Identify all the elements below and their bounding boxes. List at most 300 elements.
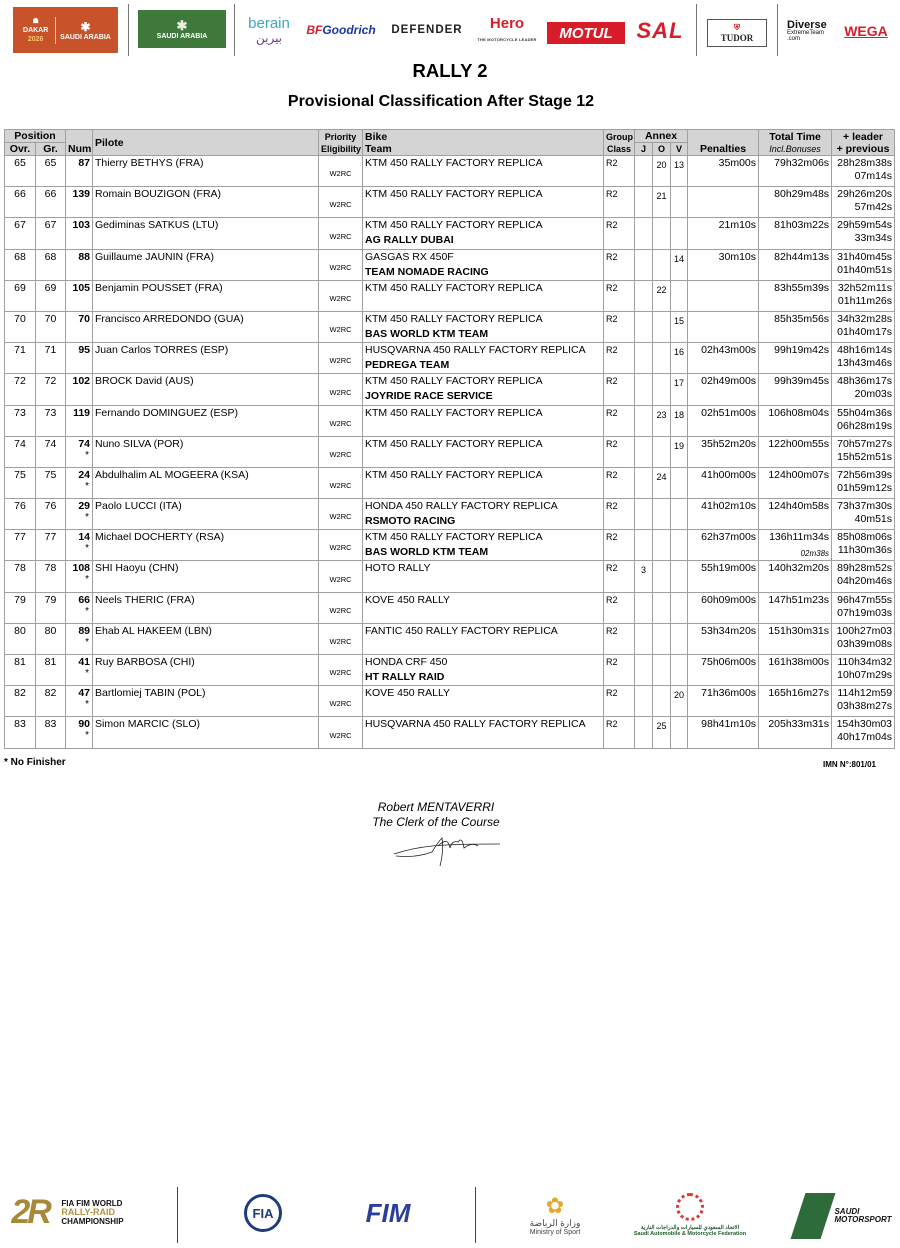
annex-v [671,530,688,561]
total-time: 82h44m13s [759,249,832,280]
annex-o: 20 [653,156,671,187]
annex-j [635,218,653,249]
imn-reference: IMN N°:801/01 [823,760,876,769]
gaps [832,717,895,748]
gaps [832,280,895,311]
group-class: R2 [604,592,635,623]
gap-previous: 01h11m26s [837,294,893,307]
divider [234,4,235,56]
race-number: 105 [66,280,93,311]
saudi-arabia-logo: ✱ SAUDI ARABIA [138,10,226,48]
penalties: 55h19m00s [688,561,759,592]
penalties: 02h49m00s [688,374,759,405]
gap-leader: 48h36m17s [837,375,893,388]
penalties: 62h37m00s [688,530,759,561]
total-time: 147h51m23s [759,592,832,623]
race-number: 89 * [66,623,93,654]
header-position: Position [5,130,66,143]
gap-previous: 13h43m46s [837,357,893,370]
group-position: 69 [36,280,66,311]
pilot-name: Gediminas SATKUS (LTU) [93,218,319,249]
race-number: 66 * [66,592,93,623]
bonus-time: 02m38s [800,549,830,559]
annex-v [671,717,688,748]
gaps [832,249,895,280]
divider [696,4,697,56]
annex-v [671,655,688,686]
overall-position: 68 [5,249,36,280]
gap-previous: 10h07m29s [837,669,893,681]
table-row [5,436,895,467]
group-class: R2 [604,343,635,374]
table-row [5,249,895,280]
annex-v [671,187,688,218]
bike-model: KTM 450 RALLY FACTORY REPLICA [365,531,543,544]
gap-leader: 29h59m54s [837,219,893,232]
gap-leader: 72h56m39s [837,468,893,481]
header-ovr: Ovr. [5,143,36,156]
penalties: 02h43m00s [688,343,759,374]
table-row [5,623,895,654]
dakar-rider-icon: ☗ [32,17,39,25]
total-time: 124h00m07s [759,467,832,498]
annex-j [635,655,653,686]
no-finisher-mark: * [85,449,90,461]
gap-previous: 03h38m27s [837,700,893,713]
bike-model: KTM 450 RALLY FACTORY REPLICA [365,468,543,481]
annex-j [635,686,653,717]
pilot-name: Juan Carlos TORRES (ESP) [93,343,319,374]
annex-o [653,592,671,623]
bike-team [363,499,604,530]
priority-eligibility: W2RC [319,530,363,561]
bike-model: HONDA 450 RALLY FACTORY REPLICA [365,500,558,513]
overall-position: 81 [5,655,36,686]
total-time: 151h30m31s [759,623,832,654]
bike-model: KTM 450 RALLY FACTORY REPLICA [365,157,543,169]
group-class: R2 [604,156,635,187]
overall-position: 73 [5,405,36,436]
gaps [832,655,895,686]
gap-leader: 34h32m28s [837,312,893,325]
diverse-logo: Diverse ExtremeTeam .com [787,18,827,42]
group-class: R2 [604,218,635,249]
gap-leader: 96h47m55s [837,593,893,606]
header-annex: Annex [635,130,688,143]
race-number: 139 [66,187,93,218]
bfgoodrich-logo: BF Goodrich [306,23,376,37]
pilot-name: Guillaume JAUNIN (FRA) [93,249,319,280]
priority-eligibility: W2RC [319,343,363,374]
annex-o [653,343,671,374]
sal-logo: SAL [636,18,684,43]
priority-eligibility: W2RC [319,249,363,280]
annex-o: 21 [653,187,671,218]
gaps [832,311,895,342]
annex-o: 25 [653,717,671,748]
bike-team [363,343,604,374]
pilot-name: SHI Haoyu (CHN) [93,561,319,592]
table-body [5,156,895,749]
bike-model: KOVE 450 RALLY [365,593,451,606]
bike-team [363,561,604,592]
pilot-name: Nuno SILVA (POR) [93,436,319,467]
table-row [5,592,895,623]
signatory-block [0,800,886,830]
bike-model: HUSQVARNA 450 RALLY FACTORY REPLICA [365,344,586,357]
annex-j [635,187,653,218]
total-time: 99h19m42s [759,343,832,374]
bike-team [363,592,604,623]
pilot-name: Fernando DOMINGUEZ (ESP) [93,405,319,436]
w2rc-logo: 2R FIA FIM WORLD RALLY-RAID CHAMPIONSHIP [11,1192,124,1231]
bike-model: HUSQVARNA 450 RALLY FACTORY REPLICA [365,718,586,731]
penalties: 21m10s [688,218,759,249]
annex-o [653,499,671,530]
priority-eligibility: W2RC [319,623,363,654]
total-time: 140h32m20s [759,561,832,592]
ministry-of-sport-logo: ✿ وزارة الرياضة Ministry of Sport [529,1193,581,1236]
annex-o [653,374,671,405]
annex-o [653,436,671,467]
header-annex-o: O [653,143,671,156]
no-finisher-mark: * [85,730,90,742]
priority-eligibility: W2RC [319,717,363,748]
gaps [832,374,895,405]
gap-previous: 15h52m51s [837,450,893,463]
annex-j [635,405,653,436]
priority-eligibility: W2RC [319,405,363,436]
bike-team [363,249,604,280]
group-position: 65 [36,156,66,187]
bike-model: KTM 450 RALLY FACTORY REPLICA [365,281,543,294]
palm-swords-icon: ✱ [80,19,91,34]
bike-model: KTM 450 RALLY FACTORY REPLICA [365,219,543,232]
penalties: 60h09m00s [688,592,759,623]
annex-v: 16 [671,343,688,374]
annex-o [653,530,671,561]
gaps [832,561,895,592]
table-row [5,280,895,311]
bike-team [363,311,604,342]
penalties [688,187,759,218]
penalties: 53h34m20s [688,623,759,654]
gap-previous: 04h20m46s [837,575,893,588]
priority-eligibility: W2RC [319,467,363,498]
group-position: 80 [36,623,66,654]
race-number: 74 * [66,436,93,467]
header-annex-v: V [671,143,688,156]
pilot-name: BROCK David (AUS) [93,374,319,405]
penalties: 41h02m10s [688,499,759,530]
group-position: 67 [36,218,66,249]
annex-o [653,218,671,249]
annex-j [635,249,653,280]
gap-previous: 06h28m19s [837,419,893,432]
total-time: 205h33m31s [759,717,832,748]
bike-model: KTM 450 RALLY FACTORY REPLICA [365,188,543,201]
race-number: 88 [66,249,93,280]
group-class: R2 [604,717,635,748]
no-finisher-mark: * [85,636,90,648]
no-finisher-mark: * [85,543,90,555]
team-name: TEAM NOMADE RACING [365,265,489,278]
bike-model: KTM 450 RALLY FACTORY REPLICA [365,375,543,388]
table-row [5,717,895,748]
divider [128,4,129,56]
annex-j: 3 [635,561,653,592]
header-total-time: Total Time Incl.Bonuses [759,130,832,156]
table-header-row [5,130,895,143]
motorsport-emblem-icon [791,1193,836,1239]
group-position: 83 [36,717,66,748]
penalties: 98h41m10s [688,717,759,748]
overall-position: 67 [5,218,36,249]
gap-leader: 100h27m03 [836,624,893,637]
hero-logo: Hero THE MOTORCYCLE LEADER [477,15,537,42]
bike-team [363,187,604,218]
overall-position: 72 [5,374,36,405]
table-row [5,530,895,561]
race-number: 24 * [66,467,93,498]
no-finisher-mark: * [85,574,90,586]
gap-leader: 114h12m59 [837,687,893,700]
gap-leader: 70h57m27s [837,437,893,450]
fim-logo: FIM [365,1197,411,1228]
annex-v: 19 [671,436,688,467]
annex-j [635,623,653,654]
group-position: 82 [36,686,66,717]
total-time: 99h39m45s [759,374,832,405]
header-annex-j: J [635,143,653,156]
priority-eligibility: W2RC [319,311,363,342]
penalties: 71h36m00s [688,686,759,717]
gap-previous: 20m03s [854,388,893,401]
pilot-name: Paolo LUCCI (ITA) [93,499,319,530]
pilot-name: Simon MARCIC (SLO) [93,717,319,748]
group-class: R2 [604,686,635,717]
group-position: 78 [36,561,66,592]
race-number: 87 [66,156,93,187]
classification-table [4,129,895,749]
bike-team [363,717,604,748]
bike-team [363,623,604,654]
gap-previous: 40m51s [854,513,893,526]
group-position: 75 [36,467,66,498]
pilot-name: Romain BOUZIGON (FRA) [93,187,319,218]
group-class: R2 [604,467,635,498]
samf-emblem-icon [676,1193,704,1221]
annex-j [635,280,653,311]
group-class: R2 [604,374,635,405]
annex-o: 23 [653,405,671,436]
total-time: 85h35m56s [759,311,832,342]
team-name: PEDREGA TEAM [365,359,450,372]
header-num: Num [66,130,93,156]
annex-v: 15 [671,311,688,342]
penalties: 35m00s [688,156,759,187]
annex-j [635,592,653,623]
race-number: 95 [66,343,93,374]
dakar-saudi-logo: ☗ DAKAR 2026 ✱ SAUDI ARABIA [13,7,118,53]
overall-position: 82 [5,686,36,717]
race-number: 102 [66,374,93,405]
divider [475,1187,476,1243]
header-group-class: Group Class [604,130,635,156]
header-pilote: Pilote [93,130,319,156]
header-bike-team: Bike Team [363,130,604,156]
group-position: 79 [36,592,66,623]
gap-previous: 11h30m36s [837,544,893,557]
bike-model: HOTO RALLY [365,562,431,575]
table-row [5,343,895,374]
gaps [832,467,895,498]
group-class: R2 [604,436,635,467]
team-name: RSMOTO RACING [365,515,456,528]
priority-eligibility: W2RC [319,686,363,717]
bike-model: KOVE 450 RALLY [365,687,451,700]
gap-leader: 29h26m20s [837,188,893,201]
overall-position: 78 [5,561,36,592]
bike-team [363,467,604,498]
signatory-name: Robert MENTAVERRI [377,800,495,814]
overall-position: 66 [5,187,36,218]
overall-position: 75 [5,467,36,498]
penalties: 30m10s [688,249,759,280]
no-finisher-mark: * [85,480,90,492]
defender-logo: DEFENDER [391,24,463,36]
race-number: 90 * [66,717,93,748]
group-class: R2 [604,405,635,436]
tudor-shield-icon: ⛨ [734,23,740,32]
table-row [5,655,895,686]
signature-icon [392,832,504,868]
bike-team [363,156,604,187]
no-finisher-mark: * [85,699,90,711]
bike-model: KTM 450 RALLY FACTORY REPLICA [365,312,543,325]
overall-position: 74 [5,436,36,467]
bike-model: KTM 450 RALLY FACTORY REPLICA [365,406,543,419]
penalties: 02h51m00s [688,405,759,436]
pilot-name: Benjamin POUSSET (FRA) [93,280,319,311]
race-number: 70 [66,311,93,342]
gap-leader: 154h30m03 [836,718,893,731]
overall-position: 76 [5,499,36,530]
priority-eligibility: W2RC [319,218,363,249]
bike-team [363,280,604,311]
group-class: R2 [604,311,635,342]
motul-logo: MOTUL [547,22,625,44]
gap-leader: 48h16m14s [837,344,893,357]
gaps [832,623,895,654]
group-class: R2 [604,561,635,592]
overall-position: 77 [5,530,36,561]
pilot-name: Ehab AL HAKEEM (LBN) [93,623,319,654]
penalties: 41h00m00s [688,467,759,498]
table-row [5,499,895,530]
tudor-logo: ⛨ TUDOR [707,19,767,47]
overall-position: 70 [5,311,36,342]
gap-leader: 32h52m11s [837,281,893,294]
page-subtitle: Provisional Classification After Stage 12 [287,93,595,110]
header-gaps: + leader + previous [832,130,895,156]
group-position: 72 [36,374,66,405]
penalties [688,280,759,311]
team-name: AG RALLY DUBAI [365,234,454,247]
bike-team [363,405,604,436]
gaps [832,530,895,561]
penalties [688,311,759,342]
gap-previous: 01h40m51s [837,263,893,276]
priority-eligibility: W2RC [319,280,363,311]
wega-logo: WEGA [844,23,888,39]
group-position: 66 [36,187,66,218]
bike-team [363,655,604,686]
priority-eligibility: W2RC [319,592,363,623]
bike-model: KTM 450 RALLY FACTORY REPLICA [365,437,543,450]
table-row [5,561,895,592]
gaps [832,686,895,717]
group-position: 76 [36,499,66,530]
group-class: R2 [604,249,635,280]
gap-leader: 31h40m45s [837,250,893,263]
overall-position: 79 [5,592,36,623]
priority-eligibility: W2RC [319,436,363,467]
annex-j [635,311,653,342]
table-row [5,467,895,498]
bike-model: HONDA CRF 450 [365,656,448,668]
gaps [832,499,895,530]
table-row [5,686,895,717]
pilot-name: Bartlomiej TABIN (POL) [93,686,319,717]
group-position: 68 [36,249,66,280]
group-class: R2 [604,655,635,686]
bike-model: GASGAS RX 450F [365,250,454,263]
overall-position: 65 [5,156,36,187]
race-number: 119 [66,405,93,436]
gap-leader: 73h37m30s [837,500,893,513]
annex-o [653,686,671,717]
team-name: BAS WORLD KTM TEAM [365,327,489,340]
samf-logo: الاتحاد السعودي للسيارات والدراجات النارية Saudi Automobile & Motorcycle Federation [630,1187,750,1243]
bike-team [363,686,604,717]
no-finisher-mark: * [85,512,90,524]
annex-o [653,561,671,592]
annex-j [635,374,653,405]
annex-v [671,561,688,592]
group-class: R2 [604,530,635,561]
gaps [832,343,895,374]
overall-position: 83 [5,717,36,748]
gap-previous: 03h39m08s [837,637,893,650]
table-row [5,218,895,249]
gap-previous: 40h17m04s [837,731,893,744]
gap-leader: 85h08m06s [837,531,893,544]
total-time: 80h29m48s [759,187,832,218]
annex-j [635,499,653,530]
bike-team [363,530,604,561]
total-time: 81h03m22s [759,218,832,249]
gaps [832,218,895,249]
group-position: 71 [36,343,66,374]
total-time: 106h08m04s [759,405,832,436]
bike-team [363,374,604,405]
priority-eligibility: W2RC [319,499,363,530]
divider [777,4,778,56]
pilot-name: Ruy BARBOSA (CHI) [93,655,319,686]
gap-previous: 01h40m17s [837,325,893,338]
annex-v: 14 [671,249,688,280]
